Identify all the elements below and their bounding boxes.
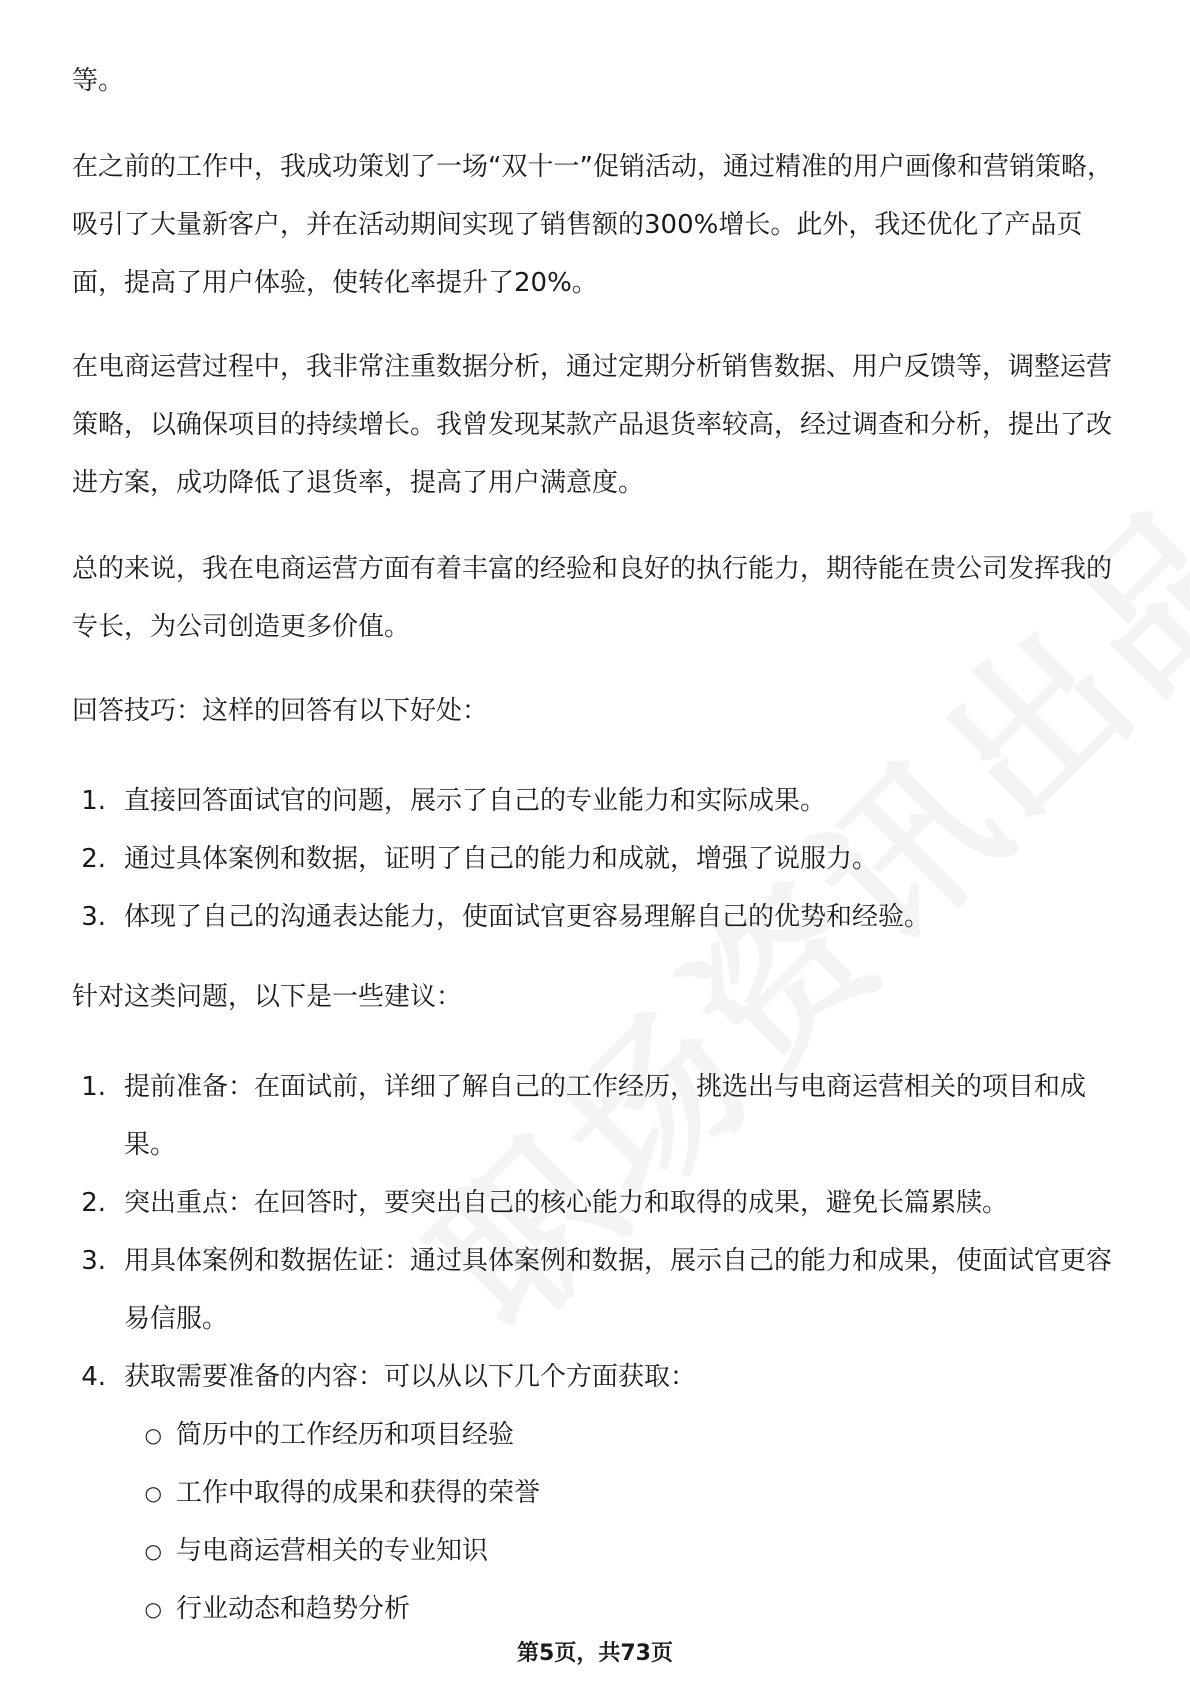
sub-list bbox=[72, 1406, 1118, 1638]
list-text: 体现了自己的沟通表达能力，使面试官更容易理解自己的优势和经验。 bbox=[124, 902, 931, 932]
list-text: 直接回答面试官的问题，展示了自己的专业能力和实际成果。 bbox=[124, 786, 827, 816]
list-number: 2. bbox=[81, 1188, 106, 1218]
list-number: 2. bbox=[81, 844, 106, 874]
list-item bbox=[72, 772, 930, 830]
page-footer: 第5页，共73页 bbox=[517, 1641, 673, 1666]
tips-list bbox=[72, 772, 930, 946]
advice-list bbox=[72, 1058, 1118, 1638]
sub-list-item bbox=[72, 1464, 1118, 1522]
sub-list-text: 行业动态和趋势分析 bbox=[176, 1594, 411, 1624]
list-text: 用具体案例和数据佐证：通过具体案例和数据，展示自己的能力和成果，使面试官更容易信服。 bbox=[124, 1246, 1113, 1334]
list-text: 通过具体案例和数据，证明了自己的能力和成就，增强了说服力。 bbox=[124, 844, 879, 874]
bullet-icon: ○ bbox=[144, 1481, 162, 1505]
bullet-icon: ○ bbox=[144, 1423, 162, 1447]
list-number: 1. bbox=[81, 1072, 106, 1102]
list-number: 3. bbox=[81, 1246, 106, 1276]
paragraph-summary: 总的来说，我在电商运营方面有着丰富的经验和良好的执行能力，期待能在贵公司发挥我的专长，为公司创造更多价值。 bbox=[72, 554, 1113, 642]
list-number: 3. bbox=[81, 902, 106, 932]
list-text: 突出重点：在回答时，要突出自己的核心能力和取得的成果，避免长篇累牍。 bbox=[124, 1188, 1009, 1218]
list-item bbox=[72, 888, 930, 946]
bullet-icon: ○ bbox=[144, 1597, 162, 1621]
paragraph-data-analysis: 在电商运营过程中，我非常注重数据分析，通过定期分析销售数据、用户反馈等，调整运营策略，以确保项目的持续增长。我曾发现某款产品退货率较高，经过调查和分析，提出了改进方案，成功降低了退货率，提高了用户满意度。 bbox=[72, 352, 1113, 498]
list-item bbox=[72, 1174, 1118, 1232]
list-text: 提前准备：在面试前，详细了解自己的工作经历，挑选出与电商运营相关的项目和成果。 bbox=[124, 1072, 1087, 1160]
sub-list-text: 简历中的工作经历和项目经验 bbox=[176, 1420, 515, 1450]
sub-list-container bbox=[72, 1406, 1118, 1638]
bullet-icon: ○ bbox=[144, 1539, 162, 1563]
advice-heading: 针对这类问题，以下是一些建议： bbox=[72, 982, 463, 1012]
list-item bbox=[72, 1058, 1118, 1174]
list-number: 1. bbox=[81, 786, 106, 816]
paragraph-continuation: 等。 bbox=[72, 66, 125, 96]
sub-list-item bbox=[72, 1522, 1118, 1580]
sub-list-item bbox=[72, 1406, 1118, 1464]
list-item bbox=[72, 1232, 1118, 1348]
list-number: 4. bbox=[81, 1362, 106, 1392]
sub-list-text: 与电商运营相关的专业知识 bbox=[176, 1536, 489, 1566]
sub-list-item bbox=[72, 1580, 1118, 1638]
list-item bbox=[72, 1348, 1118, 1406]
list-item bbox=[72, 830, 930, 888]
paragraph-experience: 在之前的工作中，我成功策划了一场“双十一”促销活动，通过精准的用户画像和营销策略，吸引了大量新客户，并在活动期间实现了销售额的300%增长。此外，我还优化了产品页面，提高了用户体验，使转化率提升了20%。 bbox=[72, 152, 1113, 298]
tips-heading: 回答技巧：这样的回答有以下好处： bbox=[72, 696, 489, 726]
sub-list-text: 工作中取得的成果和获得的荣誉 bbox=[176, 1478, 541, 1508]
list-text: 获取需要准备的内容：可以从以下几个方面获取： bbox=[124, 1362, 697, 1392]
